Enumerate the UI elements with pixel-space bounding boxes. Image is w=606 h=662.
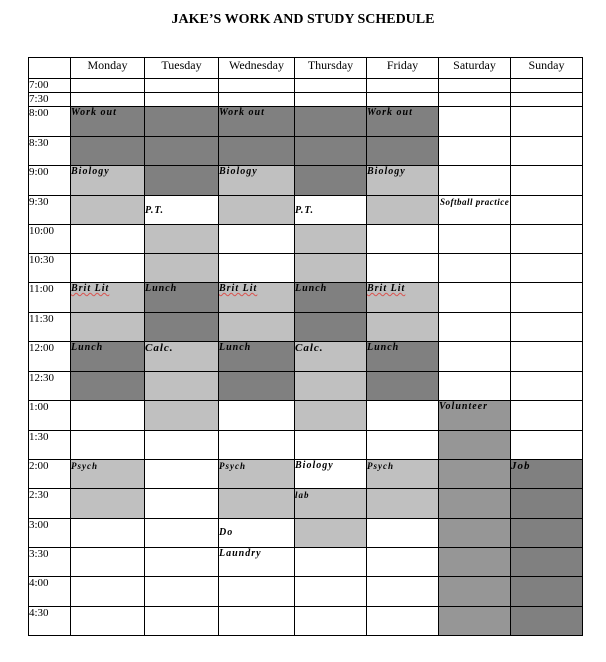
time-label: 2:30 [29,489,71,519]
page-title: JAKE’S WORK AND STUDY SCHEDULE [171,12,435,27]
event-cell [511,548,583,577]
event-cell [219,196,295,225]
time-row [29,166,583,196]
event-cell [71,166,145,196]
event-cell [145,342,219,372]
event-cell [145,137,219,166]
event-label: Brit Lit [367,283,406,294]
day-header-wednesday: Wednesday [219,58,295,79]
event-label: Work out [219,107,265,118]
event-label: lab [295,490,310,500]
event-cell [145,225,219,254]
time-row [29,137,583,166]
event-cell [511,489,583,519]
event-label: Calc. [295,342,324,354]
event-label: Psych [367,461,394,471]
event-cell [145,196,219,225]
time-row [29,225,583,254]
event-label: Work out [367,107,413,118]
event-label: Lunch [219,342,252,353]
time-row [29,548,583,577]
time-label: 1:00 [29,401,71,431]
event-cell [295,401,367,431]
time-label: 8:00 [29,107,71,137]
time-row [29,519,583,548]
time-label: 9:00 [29,166,71,196]
event-cell [511,519,583,548]
day-header-tuesday: Tuesday [145,58,219,79]
event-cell [295,460,367,489]
event-cell [295,107,367,137]
event-cell [439,577,511,607]
event-cell [295,313,367,342]
event-cell [219,460,295,489]
time-row [29,254,583,283]
event-cell [145,401,219,431]
time-label: 4:00 [29,577,71,607]
event-label: Lunch [367,342,400,353]
event-cell [219,166,295,196]
time-row [29,196,583,225]
event-cell [71,460,145,489]
event-cell [295,254,367,283]
event-cell [219,519,295,548]
event-cell [71,372,145,401]
event-cell [145,372,219,401]
event-cell [367,283,439,313]
event-cell [219,372,295,401]
event-cell [295,519,367,548]
event-label: Lunch [71,342,104,353]
event-label: Lunch [295,283,328,294]
time-label: 7:00 [29,79,71,93]
event-cell [511,460,583,489]
time-label: 10:30 [29,254,71,283]
time-label: 1:30 [29,431,71,460]
event-cell [439,489,511,519]
time-label: 3:00 [29,519,71,548]
time-row [29,489,583,519]
event-cell [219,313,295,342]
event-cell [145,254,219,283]
time-label: 12:30 [29,372,71,401]
event-label: Lunch [145,283,178,294]
time-label: 4:30 [29,607,71,636]
header-row [29,58,583,79]
event-label: Work out [71,107,117,118]
time-row [29,79,583,93]
event-cell [145,107,219,137]
event-cell [295,137,367,166]
event-cell [367,137,439,166]
time-row [29,342,583,372]
event-label: Biology [71,166,110,177]
event-cell [367,489,439,519]
event-cell [439,460,511,489]
time-row [29,577,583,607]
event-cell [295,196,367,225]
event-label: Brit Lit [71,283,110,294]
event-cell [219,548,295,577]
event-label: Softball practice [440,197,510,207]
event-cell [145,313,219,342]
time-row [29,313,583,342]
event-cell [219,107,295,137]
event-label: Biology [219,166,258,177]
event-label: Volunteer [439,401,489,412]
time-row [29,107,583,137]
event-cell [71,313,145,342]
event-cell [71,107,145,137]
event-cell [367,166,439,196]
time-label: 12:00 [29,342,71,372]
time-row [29,372,583,401]
time-label: 7:30 [29,93,71,107]
event-cell [511,607,583,636]
event-cell [219,342,295,372]
event-label: Do [219,527,234,538]
event-cell [295,489,367,519]
day-header-saturday: Saturday [439,58,511,79]
event-label: Psych [219,461,246,471]
event-cell [295,342,367,372]
time-label: 11:30 [29,313,71,342]
event-label: Brit Lit [219,283,258,294]
event-label: Biology [367,166,406,177]
day-header-thursday: Thursday [295,58,367,79]
day-header-sunday: Sunday [511,58,583,79]
event-cell [295,372,367,401]
time-label: 2:00 [29,460,71,489]
event-label: Psych [71,461,98,471]
event-cell [71,283,145,313]
event-cell [367,196,439,225]
event-cell [71,137,145,166]
event-cell [439,431,511,460]
event-cell [367,342,439,372]
event-cell [439,548,511,577]
event-cell [367,372,439,401]
time-label: 8:30 [29,137,71,166]
event-cell [295,166,367,196]
event-cell [439,607,511,636]
event-cell [219,137,295,166]
time-row [29,401,583,431]
event-cell [71,342,145,372]
event-label: Laundry [219,548,262,559]
event-label: P.T. [145,205,165,216]
time-row [29,283,583,313]
time-label: 10:00 [29,225,71,254]
time-row [29,93,583,107]
event-label: P.T. [295,205,315,216]
event-cell [295,283,367,313]
event-cell [367,313,439,342]
event-cell [295,225,367,254]
event-cell [367,460,439,489]
event-cell [219,283,295,313]
event-cell [511,577,583,607]
time-row [29,431,583,460]
event-cell [145,166,219,196]
event-cell [71,489,145,519]
event-cell [71,196,145,225]
time-label: 9:30 [29,196,71,225]
schedule-table [28,57,583,636]
event-cell [219,489,295,519]
event-cell [367,107,439,137]
time-row [29,460,583,489]
event-cell [439,196,511,225]
event-cell [145,283,219,313]
time-row [29,607,583,636]
event-label: Job [511,460,531,472]
time-label: 3:30 [29,548,71,577]
event-label: Biology [295,460,334,471]
corner-cell [29,58,71,79]
event-cell [439,401,511,431]
day-header-monday: Monday [71,58,145,79]
event-label: Calc. [145,342,174,354]
event-cell [439,519,511,548]
time-label: 11:00 [29,283,71,313]
day-header-friday: Friday [367,58,439,79]
